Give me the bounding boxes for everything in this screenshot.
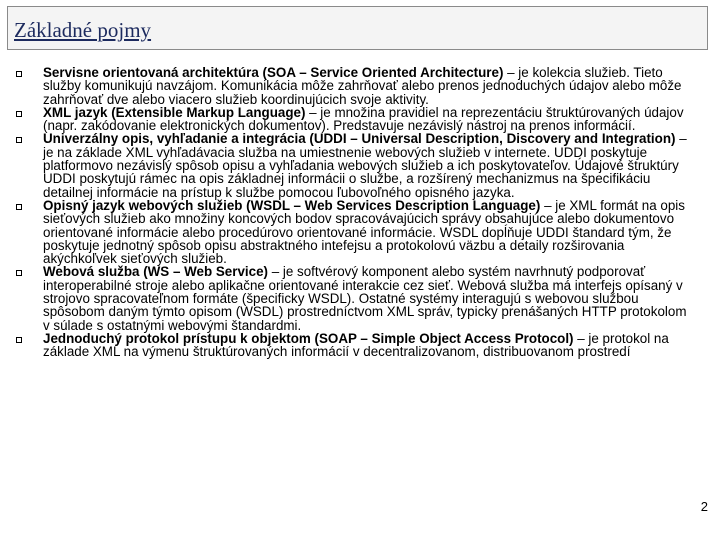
square-bullet-icon — [16, 71, 22, 77]
list-item — [14, 66, 694, 106]
page-number: 2 — [700, 499, 708, 514]
definition-soa: – je kolekcia služieb. Tieto služby komunikujú navzájom. Komunikácia môže zahrňovať alebo prenos jednoduchých údajov alebo môže zahrňovať dve alebo viacero služieb koordinujúcich svoje aktivity. — [43, 65, 682, 107]
list-item — [14, 106, 694, 133]
list-item — [14, 132, 694, 198]
definition-uddi: – je na základe XML vyhľadávacia služba na umiestnenie webových služieb v internete. UDDI poskytuje platformovo nezávislý spôsob opisu a vyhľadania webových služieb a ich poskytovateľov. Údajové štruktúry UDDI poskytujú rámec na opis základnej informácii o službe, a rozšírený mechanizmus na špecifikáciu detailnej informácie na prístup k službe pomocou ľubovoľného opisného jazyka. — [43, 131, 687, 200]
list-item — [14, 199, 694, 265]
square-bullet-icon — [16, 204, 22, 210]
term-soa: Servisne orientovaná architektúra (SOA – Service Oriented Architecture) — [43, 65, 504, 80]
term-wsdl: Opisný jazyk webových služieb (WSDL – Web Services Description Language) — [43, 197, 541, 213]
list-item — [14, 265, 694, 331]
square-bullet-icon — [16, 337, 22, 343]
definition-wsdl: – je XML formát na opis sieťových služieb ako množiny koncových bodov spracovávajúcich správy obsahujúce alebo dokumentovo orientované informácie alebo procedúrovo orientované informácie. WSDL dopĺňuje UDDI štandard tým, že poskytuje jednotný spôsob opisu abstraktného intefejsu a protokolovú väzbu a detaily rozširovania akýchkoľvek sieťových služieb. — [43, 197, 685, 267]
definition-soap: – je protokol na základe XML na výmenu štruktúrovaných informácií v decentralizovanom, distribuovanom prostredí — [43, 330, 669, 360]
slide-title: Základné pojmy — [14, 18, 152, 42]
term-uddi: Univerzálny opis, vyhľadanie a integrácia (UDDI – Universal Description, Discovery and Integration) — [43, 131, 676, 147]
definition-ws: – je softvérový komponent alebo systém navrhnutý podporovať interoperabilné stroje alebo aplikačne orientované interakcie cez sieť. Webová služba má interfejs opísaný v strojovo spracovateľnom formáte (špecificky WSDL). Ostatné systémy interagujú s webovou službou spôsobom daným týmto opisom (WSDL) prostredníctvom XML správ, typicky prenášaných HTTP protokolom v súlade s ostatnými webovými štandardmi. — [43, 264, 687, 333]
square-bullet-icon — [16, 137, 22, 143]
term-ws: Webová služba (WS – Web Service) — [43, 264, 268, 280]
title-bar — [7, 6, 708, 50]
term-xml: XML jazyk (Extensible Markup Language) — [43, 104, 306, 120]
square-bullet-icon — [16, 270, 22, 276]
term-soap: Jednoduchý protokol prístupu k objektom (SOAP – Simple Object Access Protocol) — [43, 330, 574, 346]
list-item — [14, 332, 694, 359]
definition-xml: – je množina pravidiel na reprezentáciu štruktúrovaných údajov (napr. zakódovanie elektronických dokumentov). Predstavuje nezávislý nástroj na prenos informácií. — [43, 104, 684, 134]
square-bullet-icon — [16, 111, 22, 117]
definition-list — [14, 66, 694, 359]
